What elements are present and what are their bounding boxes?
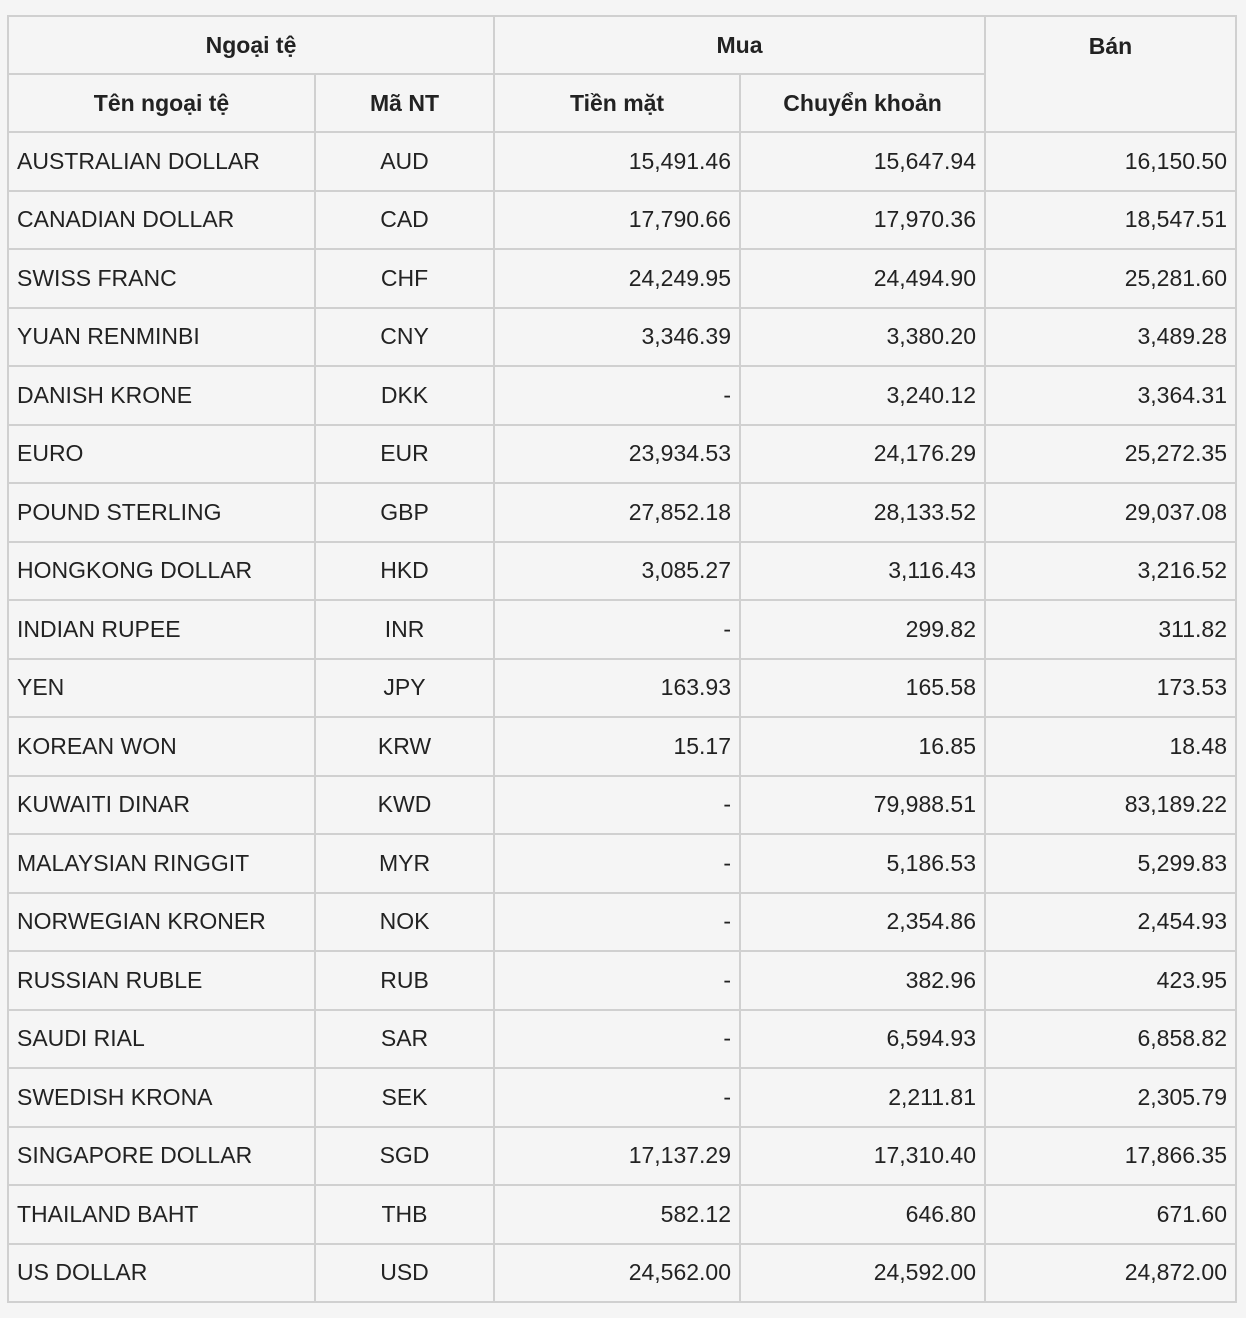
header-currency-code: Mã NT [315, 74, 494, 132]
table-row [8, 717, 1236, 776]
table-row [8, 542, 1236, 601]
currency-code-cell: SGD [315, 1127, 494, 1186]
currency-name-cell: SAUDI RIAL [8, 1010, 315, 1069]
table-row [8, 191, 1236, 250]
sell-cell: 173.53 [985, 659, 1236, 718]
sell-cell: 17,866.35 [985, 1127, 1236, 1186]
sell-cell: 5,299.83 [985, 834, 1236, 893]
currency-name-cell: AUSTRALIAN DOLLAR [8, 132, 315, 191]
currency-code-cell: SEK [315, 1068, 494, 1127]
buy-cash-cell: - [494, 600, 740, 659]
currency-code-cell: CNY [315, 308, 494, 367]
sell-cell: 2,305.79 [985, 1068, 1236, 1127]
currency-name-cell: KOREAN WON [8, 717, 315, 776]
currency-name-cell: MALAYSIAN RINGGIT [8, 834, 315, 893]
currency-code-cell: NOK [315, 893, 494, 952]
sell-cell: 3,364.31 [985, 366, 1236, 425]
table-row [8, 1185, 1236, 1244]
currency-name-cell: YUAN RENMINBI [8, 308, 315, 367]
currency-code-cell: CAD [315, 191, 494, 250]
buy-cash-cell: - [494, 893, 740, 952]
sell-cell: 423.95 [985, 951, 1236, 1010]
table-body [8, 132, 1236, 1302]
buy-cash-cell: - [494, 951, 740, 1010]
buy-cash-cell: - [494, 834, 740, 893]
buy-transfer-cell: 28,133.52 [740, 483, 985, 542]
currency-name-cell: HONGKONG DOLLAR [8, 542, 315, 601]
sell-cell: 29,037.08 [985, 483, 1236, 542]
currency-code-cell: HKD [315, 542, 494, 601]
currency-name-cell: SWEDISH KRONA [8, 1068, 315, 1127]
sell-cell: 3,489.28 [985, 308, 1236, 367]
table-row [8, 249, 1236, 308]
buy-cash-cell: - [494, 1010, 740, 1069]
header-currency-group: Ngoại tệ [8, 16, 494, 74]
currency-code-cell: KRW [315, 717, 494, 776]
sell-cell: 3,216.52 [985, 542, 1236, 601]
buy-cash-cell: 23,934.53 [494, 425, 740, 484]
buy-transfer-cell: 24,494.90 [740, 249, 985, 308]
buy-transfer-cell: 24,176.29 [740, 425, 985, 484]
currency-name-cell: RUSSIAN RUBLE [8, 951, 315, 1010]
currency-name-cell: POUND STERLING [8, 483, 315, 542]
currency-name-cell: YEN [8, 659, 315, 718]
buy-cash-cell: 24,249.95 [494, 249, 740, 308]
buy-transfer-cell: 646.80 [740, 1185, 985, 1244]
currency-code-cell: SAR [315, 1010, 494, 1069]
buy-cash-cell: 3,085.27 [494, 542, 740, 601]
buy-transfer-cell: 15,647.94 [740, 132, 985, 191]
currency-code-cell: INR [315, 600, 494, 659]
currency-name-cell: US DOLLAR [8, 1244, 315, 1303]
currency-name-cell: INDIAN RUPEE [8, 600, 315, 659]
buy-transfer-cell: 6,594.93 [740, 1010, 985, 1069]
buy-cash-cell: 17,790.66 [494, 191, 740, 250]
buy-cash-cell: - [494, 1068, 740, 1127]
header-transfer: Chuyển khoản [740, 74, 985, 132]
sell-cell: 18,547.51 [985, 191, 1236, 250]
sell-cell: 671.60 [985, 1185, 1236, 1244]
header-cash: Tiền mặt [494, 74, 740, 132]
table-row [8, 132, 1236, 191]
buy-cash-cell: 3,346.39 [494, 308, 740, 367]
table-row [8, 893, 1236, 952]
currency-name-cell: THAILAND BAHT [8, 1185, 315, 1244]
table-row [8, 600, 1236, 659]
table-row [8, 425, 1236, 484]
currency-code-cell: EUR [315, 425, 494, 484]
sell-cell: 2,454.93 [985, 893, 1236, 952]
currency-name-cell: CANADIAN DOLLAR [8, 191, 315, 250]
buy-cash-cell: 15.17 [494, 717, 740, 776]
currency-code-cell: MYR [315, 834, 494, 893]
table-row [8, 1010, 1236, 1069]
buy-transfer-cell: 299.82 [740, 600, 985, 659]
sell-cell: 25,272.35 [985, 425, 1236, 484]
buy-cash-cell: 582.12 [494, 1185, 740, 1244]
currency-code-cell: USD [315, 1244, 494, 1303]
currency-name-cell: KUWAITI DINAR [8, 776, 315, 835]
buy-transfer-cell: 5,186.53 [740, 834, 985, 893]
buy-cash-cell: 163.93 [494, 659, 740, 718]
buy-transfer-cell: 382.96 [740, 951, 985, 1010]
buy-transfer-cell: 2,354.86 [740, 893, 985, 952]
currency-name-cell: NORWEGIAN KRONER [8, 893, 315, 952]
buy-transfer-cell: 79,988.51 [740, 776, 985, 835]
sell-cell: 18.48 [985, 717, 1236, 776]
table-row [8, 659, 1236, 718]
header-sell: Bán [985, 16, 1236, 132]
currency-name-cell: SINGAPORE DOLLAR [8, 1127, 315, 1186]
buy-transfer-cell: 17,970.36 [740, 191, 985, 250]
buy-cash-cell: 24,562.00 [494, 1244, 740, 1303]
table-row [8, 1068, 1236, 1127]
sell-cell: 16,150.50 [985, 132, 1236, 191]
buy-transfer-cell: 3,380.20 [740, 308, 985, 367]
currency-code-cell: DKK [315, 366, 494, 425]
sell-cell: 25,281.60 [985, 249, 1236, 308]
exchange-rate-table-container [7, 15, 1237, 1303]
table-row [8, 951, 1236, 1010]
currency-code-cell: KWD [315, 776, 494, 835]
currency-name-cell: EURO [8, 425, 315, 484]
currency-code-cell: GBP [315, 483, 494, 542]
currency-code-cell: AUD [315, 132, 494, 191]
buy-cash-cell: 27,852.18 [494, 483, 740, 542]
sell-cell: 83,189.22 [985, 776, 1236, 835]
currency-code-cell: THB [315, 1185, 494, 1244]
table-row [8, 776, 1236, 835]
header-currency-name: Tên ngoại tệ [8, 74, 315, 132]
buy-transfer-cell: 24,592.00 [740, 1244, 985, 1303]
table-row [8, 1127, 1236, 1186]
exchange-rate-table [7, 15, 1237, 1303]
sell-cell: 311.82 [985, 600, 1236, 659]
buy-transfer-cell: 3,116.43 [740, 542, 985, 601]
table-row [8, 834, 1236, 893]
buy-transfer-cell: 3,240.12 [740, 366, 985, 425]
buy-transfer-cell: 2,211.81 [740, 1068, 985, 1127]
currency-code-cell: CHF [315, 249, 494, 308]
currency-name-cell: DANISH KRONE [8, 366, 315, 425]
table-header [8, 16, 1236, 132]
table-row [8, 1244, 1236, 1303]
currency-name-cell: SWISS FRANC [8, 249, 315, 308]
currency-code-cell: JPY [315, 659, 494, 718]
currency-code-cell: RUB [315, 951, 494, 1010]
buy-cash-cell: - [494, 366, 740, 425]
header-row-groups [8, 16, 1236, 74]
table-row [8, 366, 1236, 425]
sell-cell: 24,872.00 [985, 1244, 1236, 1303]
buy-transfer-cell: 165.58 [740, 659, 985, 718]
buy-cash-cell: 17,137.29 [494, 1127, 740, 1186]
table-row [8, 308, 1236, 367]
sell-cell: 6,858.82 [985, 1010, 1236, 1069]
table-row [8, 483, 1236, 542]
header-buy-group: Mua [494, 16, 985, 74]
buy-transfer-cell: 17,310.40 [740, 1127, 985, 1186]
buy-cash-cell: 15,491.46 [494, 132, 740, 191]
buy-cash-cell: - [494, 776, 740, 835]
buy-transfer-cell: 16.85 [740, 717, 985, 776]
